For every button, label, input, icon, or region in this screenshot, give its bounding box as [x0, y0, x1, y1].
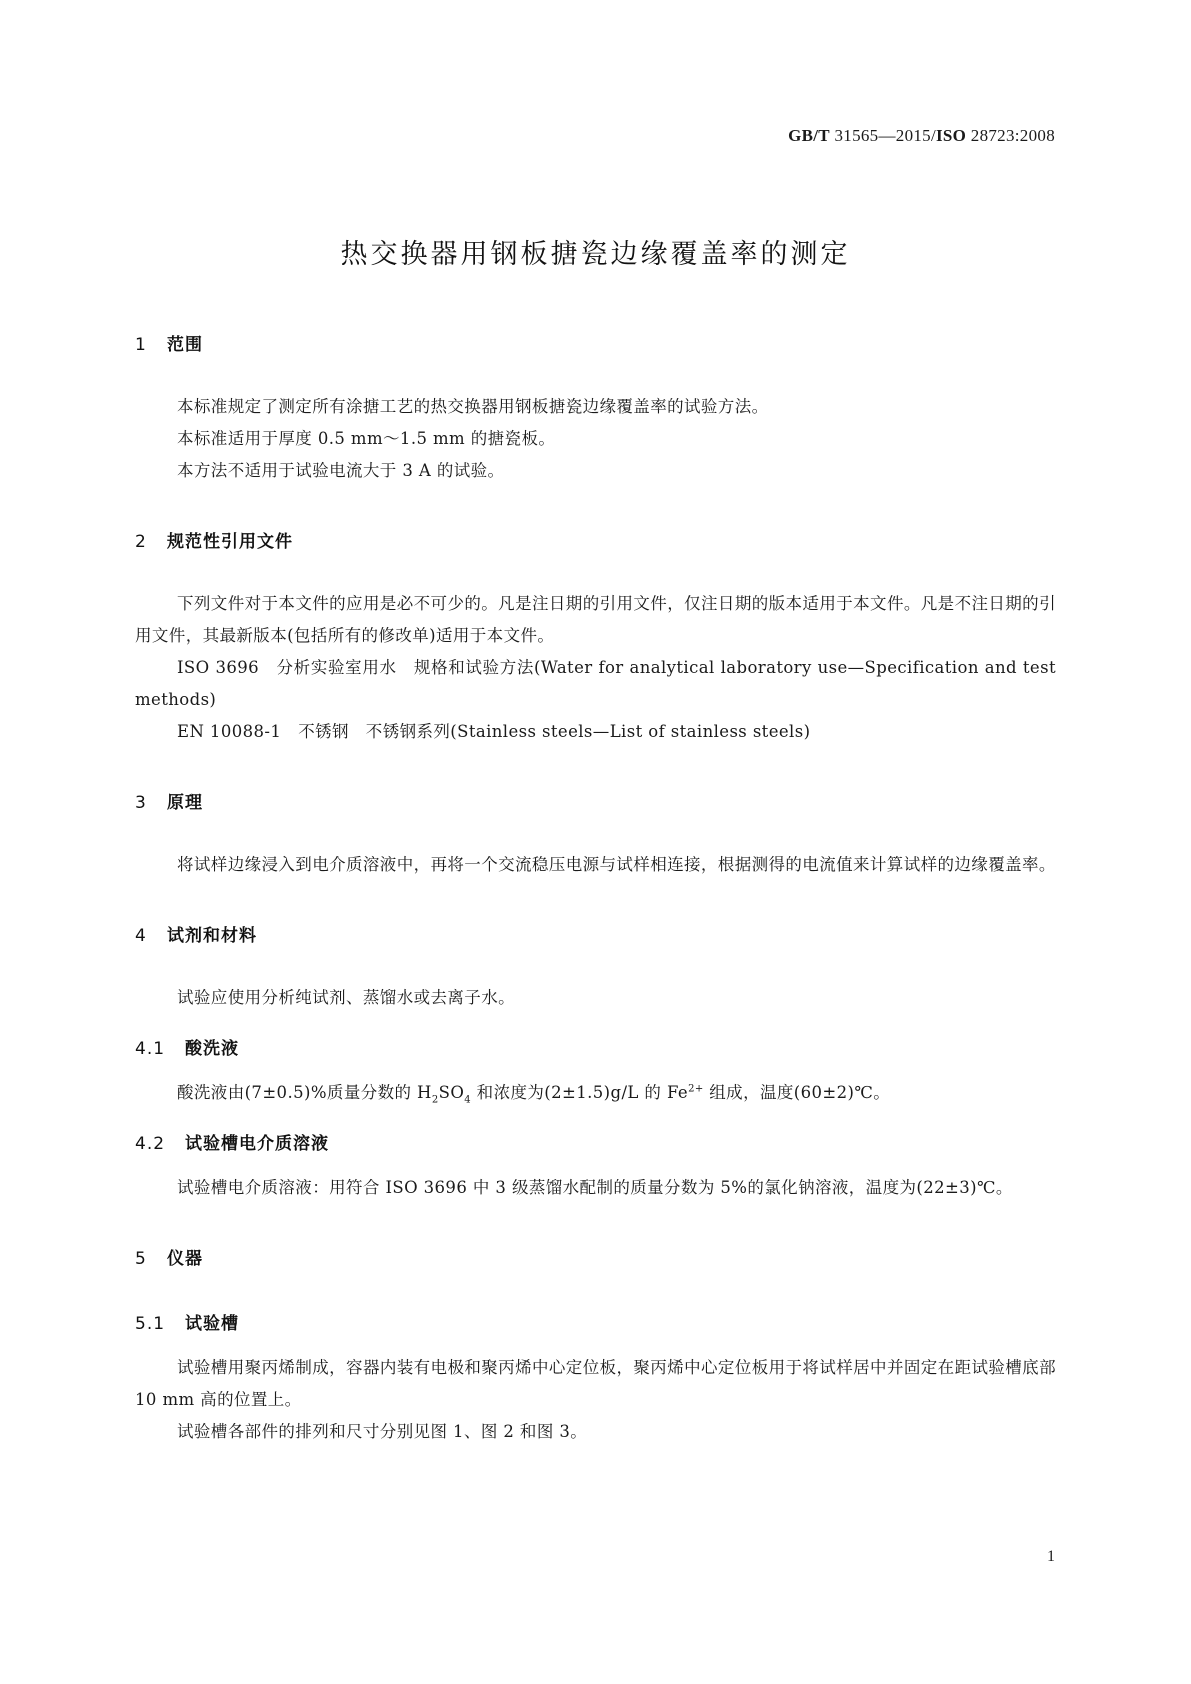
section-number: 4: [135, 926, 147, 946]
subscript: 4: [464, 1094, 472, 1106]
section-heading-normative-references: [135, 527, 1056, 552]
iso-code: 28723:2008: [970, 126, 1055, 145]
scope-paragraph: 本标准规定了测定所有涂搪工艺的热交换器用钢板搪瓷边缘覆盖率的试验方法。: [177, 397, 769, 416]
section-title: 规范性引用文件: [167, 532, 293, 552]
section-number: 2: [135, 532, 147, 552]
section-title: 试剂和材料: [167, 926, 257, 946]
subscript: 2: [431, 1094, 439, 1106]
pickling-solution-paragraph: [135, 1077, 1056, 1109]
reference-entry: ISO 3696 分析实验室用水 规格和试验方法(Water for analytical laboratory use—Specification and test methods): [135, 658, 1056, 709]
subsection-title: 酸洗液: [185, 1039, 239, 1059]
section-title: 仪器: [167, 1249, 203, 1269]
subsection-title: 试验槽电介质溶液: [185, 1134, 329, 1154]
reference-entry: EN 10088-1 不锈钢 不锈钢系列(Stainless steels—List of stainless steels): [177, 722, 811, 741]
section-heading-apparatus: [135, 1244, 1056, 1269]
text-fragment: 和浓度为(2±1.5)g/L 的 Fe: [471, 1083, 689, 1102]
text-fragment: 组成，温度(60±2)℃。: [703, 1083, 891, 1102]
section-heading-reagents: [135, 921, 1056, 946]
document-title: 热交换器用钢板搪瓷边缘覆盖率的测定: [340, 239, 851, 270]
page-number: 1: [1047, 1548, 1055, 1565]
subsection-title: 试验槽: [185, 1314, 239, 1334]
section-heading-principle: [135, 788, 1056, 813]
section-number: 3: [135, 793, 147, 813]
references-intro: 下列文件对于本文件的应用是必不可少的。凡是注日期的引用文件，仅注日期的版本适用于本文件。凡是不注日期的引用文件，其最新版本(包括所有的修改单)适用于本文件。: [135, 594, 1056, 645]
subsection-heading-electrolyte: [135, 1129, 1056, 1154]
reagents-paragraph: 试验应使用分析纯试剂、蒸馏水或去离子水。: [177, 988, 515, 1007]
iso-prefix: ISO: [936, 126, 967, 145]
section-title: 原理: [167, 793, 203, 813]
subsection-number: 4.2: [135, 1134, 166, 1154]
text-fragment: SO: [438, 1083, 465, 1102]
subsection-number: 4.1: [135, 1039, 166, 1059]
document-body: [135, 330, 1056, 1448]
subsection-number: 5.1: [135, 1314, 166, 1334]
subsection-heading-pickling-solution: [135, 1034, 1056, 1059]
subsection-heading-test-cell: [135, 1309, 1056, 1334]
electrolyte-paragraph: 试验槽电介质溶液：用符合 ISO 3696 中 3 级蒸馏水配制的质量分数为 5%的氯化钠溶液，温度为(22±3)℃。: [177, 1178, 1013, 1197]
section-number: 1: [135, 335, 147, 355]
scope-paragraph: 本方法不适用于试验电流大于 3 A 的试验。: [177, 461, 505, 480]
text-fragment: 酸洗液由(7±0.5)%质量分数的 H: [177, 1083, 432, 1102]
section-number: 5: [135, 1249, 147, 1269]
superscript: 2+: [688, 1083, 704, 1095]
section-heading-scope: [135, 330, 1056, 355]
std-prefix: GB/T: [788, 126, 830, 145]
principle-paragraph: 将试样边缘浸入到电介质溶液中，再将一个交流稳压电源与试样相连接，根据测得的电流值来计算试样的边缘覆盖率。: [177, 855, 1056, 874]
std-code: 31565—2015/: [834, 126, 936, 145]
standard-number: [788, 126, 1055, 146]
scope-paragraph: 本标准适用于厚度 0.5 mm～1.5 mm 的搪瓷板。: [177, 429, 556, 448]
test-cell-paragraph: 试验槽用聚丙烯制成，容器内装有电极和聚丙烯中心定位板，聚丙烯中心定位板用于将试样居中并固定在距试验槽底部 10 mm 高的位置上。: [135, 1358, 1056, 1409]
section-title: 范围: [167, 335, 203, 355]
test-cell-paragraph: 试验槽各部件的排列和尺寸分别见图 1、图 2 和图 3。: [177, 1422, 588, 1441]
